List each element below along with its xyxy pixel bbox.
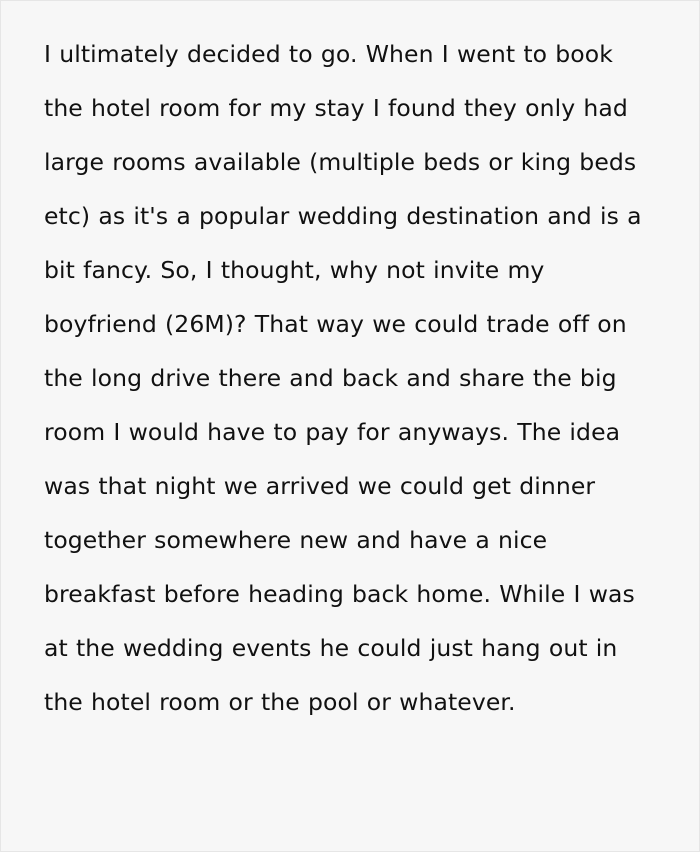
text-block [1,1,699,753]
story-paragraph: I ultimately decided to go. When I went to book the hotel room for my stay I found they only had large rooms available (multiple beds or king beds etc) as it's a popular wedding destination and is a bit fancy. So, I thought, why not invite my boyfriend (26M)? That way we could trade off on the long drive there and back and share the big room I would have to pay for anyways. The idea was that night we arrived we could get dinner together somewhere new and have a nice breakfast before heading back home. While I was at the wedding events he could just hang out in the hotel room or the pool or whatever. [44,40,642,716]
